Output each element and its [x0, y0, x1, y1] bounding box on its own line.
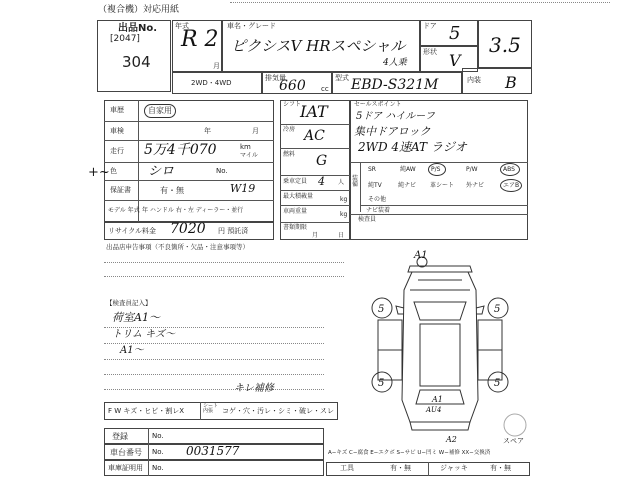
car-rear-bumper — [410, 422, 470, 430]
lot-number-box — [97, 20, 171, 92]
doors-value: 5 — [449, 23, 461, 44]
color-value: シロ — [148, 164, 175, 179]
expiry-day: 日 — [338, 232, 345, 239]
load-label: 最大積載量 — [283, 193, 314, 200]
seating-note: 4人乗 — [383, 58, 407, 68]
model-code-value: EBD-S321M — [351, 77, 439, 93]
doors-label: ドア — [423, 22, 437, 30]
mark-wheel-rr: 5 — [494, 378, 501, 389]
damage-legend: A−キズ C−腐食 E−エクボ S−サビ U−凹ミ W−補修 XX−交換済 — [328, 450, 491, 456]
equip-pw: P/W — [466, 166, 478, 173]
spare-label: スペア — [503, 437, 524, 445]
capacity-value: 4 — [318, 175, 325, 188]
inspector-label: 検査員 — [358, 216, 377, 223]
report-label: 【検査員記入】 — [106, 299, 152, 307]
expiry-month: 月 — [312, 232, 319, 239]
margin-check-mark: +~ — [88, 165, 110, 180]
warranty-label: 保証書 — [110, 186, 131, 194]
equip-ps: P/S — [431, 166, 441, 173]
mark-wheel-fr: 5 — [494, 304, 501, 315]
shape-value: V — [449, 51, 461, 70]
score-box — [478, 20, 532, 68]
capacity-unit: 人 — [338, 179, 345, 186]
mark-rear: A2 — [446, 435, 457, 444]
fuel-value: G — [316, 153, 328, 169]
mid-info-box — [280, 100, 350, 240]
report-line-3: A1〜 — [120, 345, 144, 356]
year-label: 年式 — [175, 22, 189, 30]
lot-tag: [2047] — [110, 34, 140, 44]
mileage-unit: km — [240, 143, 251, 151]
equip-label: 装備 — [352, 175, 359, 188]
shaken-label: 車検 — [110, 127, 124, 135]
report-line-1: 荷室A1〜 — [112, 311, 160, 324]
seat-label: シート 内張 — [203, 403, 219, 414]
weight-unit: kg — [340, 211, 348, 218]
ac-label: 冷房 — [283, 126, 296, 133]
load-unit: kg — [340, 196, 348, 203]
cert-label: 車庫証明用 — [108, 464, 143, 472]
spare-tire-diagram — [500, 410, 530, 440]
recycle-value: 7020 — [170, 221, 206, 237]
car-right-mirror — [476, 306, 484, 314]
model-code-box — [332, 72, 462, 94]
displacement-value: 660 — [279, 78, 306, 94]
reg-label: 登録 — [112, 432, 128, 441]
model-code-label: 型式 — [335, 74, 349, 82]
shape-label: 形状 — [423, 48, 437, 56]
name-box — [222, 20, 420, 72]
year-month-label: 月 — [213, 62, 220, 70]
capacity-label: 乗車定員 — [283, 178, 308, 185]
equip-alloy: 純AW — [400, 166, 416, 173]
shift-value: IAT — [300, 102, 328, 121]
car-left-mirror — [396, 306, 404, 314]
sales-line-2: 集中ドアロック — [354, 125, 431, 138]
mileage-label: 走行 — [110, 147, 124, 155]
sales-line-3: 2WD 4速AT ラジオ — [358, 140, 467, 154]
notes-label: 出品店申告事項（不良箇所・欠品・注意事項等） — [106, 243, 249, 251]
color-no-value: W19 — [230, 182, 256, 195]
shaken-year-label: 年 — [204, 127, 211, 135]
drive-label: 2WD・4WD — [191, 79, 232, 87]
interior-box — [462, 68, 532, 94]
color-label: 色 — [110, 167, 117, 175]
year-value: R 2 — [181, 27, 219, 52]
equip-sr: SR — [368, 166, 376, 173]
equip-leather: 革シート — [430, 182, 455, 189]
equip-navi: 純ナビ — [398, 182, 417, 189]
header-dotted-line — [230, 2, 610, 3]
jack-label: ジャッキ — [440, 464, 468, 472]
reg-no: No. — [152, 432, 164, 440]
spare-tire-icon — [504, 414, 526, 436]
expiry-label: 書類期限 — [283, 224, 308, 231]
history-label: 車歴 — [110, 106, 124, 114]
reg-box — [104, 428, 324, 444]
year-box — [172, 20, 222, 72]
color-no-label: No. — [216, 167, 228, 175]
lot-number: 304 — [122, 53, 151, 71]
tools-label: 工具 — [340, 464, 354, 472]
mark-roof: A1 — [432, 395, 443, 404]
displacement-box — [262, 72, 332, 94]
car-front-bumper — [408, 266, 472, 272]
recycle-unit: 円 預託済 — [218, 227, 249, 235]
drive-box — [172, 72, 262, 94]
mark-front: A1 — [414, 250, 428, 261]
fuel-label: 燃料 — [283, 151, 296, 158]
equip-ext-navi: 外ナビ — [466, 182, 485, 189]
equip-abs: ABS — [503, 166, 515, 173]
mark-wheel-fl: 5 — [378, 304, 385, 315]
cert-no: No. — [152, 464, 164, 472]
mark-rear-bumper: AU4 — [426, 406, 442, 414]
equip-airbag: エアB — [503, 182, 520, 189]
mileage-mile: マイル — [240, 152, 258, 159]
seat-row: コゲ・穴・汚レ・シミ・破レ・スレ — [222, 407, 334, 415]
equip-other: その他 — [368, 196, 387, 203]
cc-label: cc — [321, 85, 329, 93]
form-title: （複合機）対応用紙 — [98, 5, 180, 15]
shaken-month-label: 月 — [252, 127, 259, 135]
fw-row: F W キズ・ヒビ・割レX — [108, 407, 185, 415]
displacement-label: 排気量 — [265, 74, 286, 82]
car-diagram — [360, 250, 520, 445]
doors-box — [420, 20, 478, 46]
chassis-no: No. — [152, 448, 164, 456]
sales-label: セールスポイント — [354, 101, 402, 108]
weight-label: 車両重量 — [283, 208, 308, 215]
recycle-label: リサイクル料金 — [108, 227, 157, 235]
model-year-parts: 年 ハンドル 右・左 ディーラー・並行 — [142, 207, 244, 214]
name-label: 車名・グレード — [227, 22, 276, 30]
lot-label: 出品No. — [118, 23, 158, 34]
score-value: 3.5 — [489, 33, 521, 57]
car-windshield — [414, 302, 466, 320]
chassis-value: 0031577 — [186, 444, 240, 458]
history-value: 自家用 — [144, 104, 176, 118]
mileage-value: 5万4千070 — [144, 142, 217, 158]
name-value: ピクシスV HRスペシャル — [231, 37, 406, 55]
shift-label: シフト — [283, 101, 302, 108]
tools-value: 有・無 — [390, 464, 411, 472]
model-year-label: モデル 年式 — [108, 207, 140, 214]
interior-label: 内装 — [467, 76, 481, 84]
interior-value: B — [505, 73, 517, 92]
equip-tv: 純TV — [368, 182, 382, 189]
navi-label: ナビ装着 — [366, 207, 391, 214]
ac-value: AC — [304, 128, 325, 144]
sales-line-1: 5ドア ハイルーフ — [356, 111, 435, 122]
report-note: キレ補修 — [234, 383, 274, 394]
jack-value: 有・無 — [490, 464, 511, 472]
car-roof — [420, 324, 460, 386]
left-info-box — [104, 100, 274, 222]
warranty-value: 有・無 — [160, 186, 184, 195]
mark-wheel-rl: 5 — [378, 378, 385, 389]
chassis-label: 車台番号 — [110, 448, 142, 457]
report-line-2: トリム キズ〜 — [112, 329, 175, 340]
